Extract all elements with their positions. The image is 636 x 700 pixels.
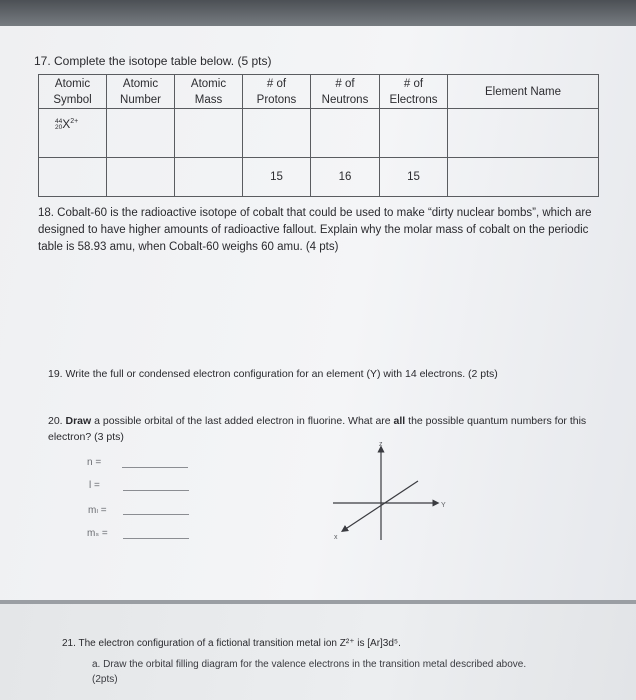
header-protons: # of Protons <box>243 75 311 109</box>
z-axis-label: z <box>379 441 383 448</box>
label-l: l = <box>89 480 100 491</box>
label-ms: mₛ = <box>87 528 108 539</box>
question-17-title: 17. Complete the isotope table below. (5 pts) <box>34 54 272 68</box>
isotope-symbol-cell: 44 $20X^{2+}$ <box>39 109 107 158</box>
header-atomic-symbol: Atomic Symbol <box>39 75 107 109</box>
label-ml: mₗ = <box>88 505 107 516</box>
protons-value: 15 <box>243 158 311 197</box>
neutrons-value: 16 <box>311 158 380 197</box>
question-21a-text: a. Draw the orbital filling diagram for the valence electrons in the transition metal described above. (2pts) <box>92 659 527 685</box>
header-electrons: # of Electrons <box>380 75 448 109</box>
y-axis-label: Y <box>441 502 446 509</box>
header-neutrons: # of Neutrons <box>311 75 380 109</box>
question-20-text: 20. Draw a possible orbital of the last added electron in fluorine. What are all the possible quantum numbers for this electron? (3 pts) <box>48 415 587 443</box>
label-n: n = <box>87 457 102 468</box>
x-axis-label: x <box>334 534 338 541</box>
question-19-text: 19. Write the full or condensed electron configuration for an element (Y) with 14 electrons. (2 pts) <box>48 368 498 380</box>
header-atomic-mass: Atomic Mass <box>175 75 243 109</box>
question-21-text: 21. The electron configuration of a fictional transition metal ion Z²⁺ is [Ar]3d⁵. <box>62 638 401 649</box>
question-18-text: 18. Cobalt-60 is the radioactive isotope of cobalt that could be used to make “dirty nuclear bombs”, which are designed to have higher amounts of radioactive fallout. Explain why the molar mass of cobalt on the periodic table is 58.93 amu, when Cobalt-60 weighs 60 amu. (4 pts) <box>38 207 592 253</box>
header-element-name: Element Name <box>448 75 599 109</box>
header-atomic-number: Atomic Number <box>107 75 175 109</box>
electrons-value: 15 <box>380 158 448 197</box>
